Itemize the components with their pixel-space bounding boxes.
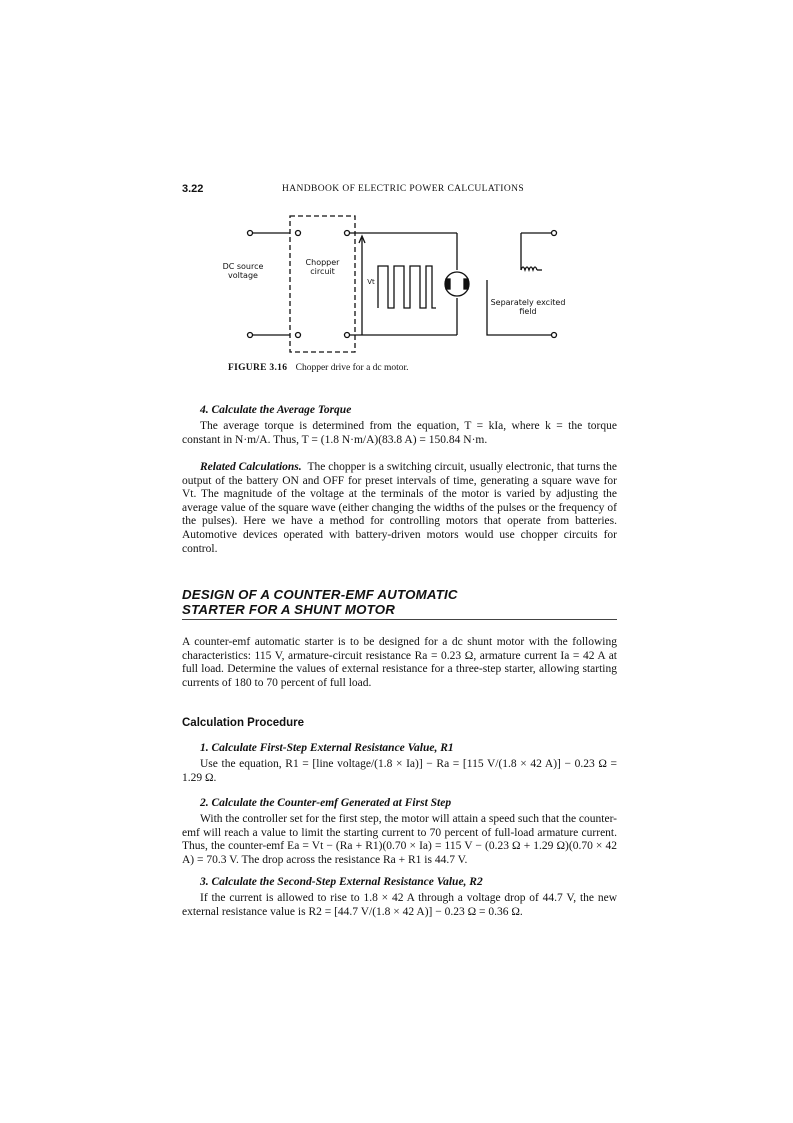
related-label: Related Calculations. [200,461,302,473]
calculation-procedure-heading: Calculation Procedure [182,717,305,729]
chopper-box [290,216,355,352]
field-winding [521,267,537,270]
terminal-bottom-left [248,333,253,338]
figure-caption [228,363,409,373]
related-calculations [182,461,617,556]
step-2-title: 2. Calculate the Counter-emf Generated at First Step [200,797,452,809]
chopper-circuit-diagram [182,208,618,358]
running-header [182,183,617,195]
square-wave [378,266,436,308]
section-title-line-2: STARTER FOR A SHUNT MOTOR [182,602,396,617]
step-3-text: If the current is allowed to rise to 1.8 × 42 A through a voltage drop of 44.7 V, the new external resistance value is R2 = [44.7 V/(1.8 × 42 A)] − 0.23 Ω = 0.36 Ω. [182,892,617,918]
figure-caption-label: FIGURE 3.16 [228,363,288,373]
related-text: The chopper is a switching circuit, usually electronic, that turns the output of the battery ON and OFF for preset intervals of time, generating a square wave for Vt. The magnitude of the voltage at the terminals of the motor is varied by adjusting the average value of the square wave (either changing the widths of the pulses or the frequency of the pulses). Here we have a method for controlling motors that operate from batteries. Automotive devices operated with battery-driven motors would use chopper circuits for control. [182,461,618,555]
section-intro: A counter-emf automatic starter is to be designed for a dc shunt motor with the following characteristics: 115 V, armature-circuit resistance Ra = 0.23 Ω, armature current Ia = 42 A at full load. Determine the values of external resistance for a three-step starter, allowing starting currents of 180 to 70 percent of full load. [182,636,617,689]
chopper-label: Chopper circuit [305,258,340,276]
step-2-text: With the controller set for the first step, the motor will attain a speed such that the counter-emf will reach a value to limit the starting current to 70 percent of full-load armature current. Thus, the counter-emf Ea = Vt − (Ra + R1)(0.70 × Ia) = 115 V − (0.23 Ω + 1.29 Ω)(0.70 × 42 A) = 70.3 V. The drop across the resistance Ra + R1 is 44.7 V. [182,813,618,866]
step-4-title: 4. Calculate the Average Torque [200,404,352,416]
vt-label: Vt [367,278,375,286]
step-4-text: The average torque is determined from the equation, T = kIa, where k = the torque constant in N·m/A. Thus, T = (1.8 N·m/A)(83.8 A) = 150.84 N·m. [182,420,617,446]
step-1-text: Use the equation, R1 = [line voltage/(1.8 × Ia)] − Ra = [115 V/(1.8 × 42 A)] − 0.23 Ω = 1.29 Ω. [182,758,617,784]
step-1-title: 1. Calculate First-Step External Resistance Value, R1 [200,742,454,754]
chopper-drive-figure [182,208,618,358]
page-number: 3.22 [182,183,204,195]
terminal-top-left [248,231,253,236]
field-label: Separately excited field [490,298,566,316]
dc-source-label: DC source voltage [222,262,264,280]
running-title: HANDBOOK OF ELECTRIC POWER CALCULATIONS [282,184,525,194]
figure-caption-text: Chopper drive for a dc motor. [295,363,409,373]
section-title [182,587,617,617]
section-rule [182,619,617,620]
section-title-line-1: DESIGN OF A COUNTER-EMF AUTOMATIC [182,587,458,602]
step-3-title: 3. Calculate the Second-Step External Resistance Value, R2 [200,876,483,888]
